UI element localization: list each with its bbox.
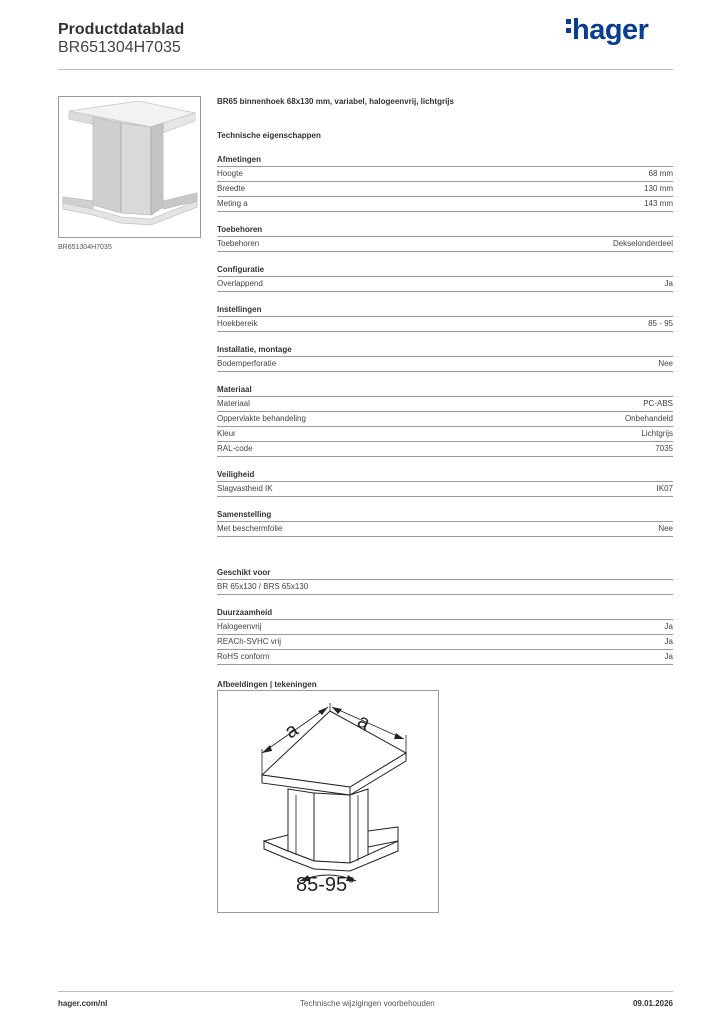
- spec-row: [217, 635, 673, 650]
- spec-value: 130 mm: [644, 184, 673, 193]
- spec-value: Ja: [664, 622, 673, 631]
- thumbnail-caption: BR651304H7035: [58, 244, 112, 251]
- section-title: Configuratie: [217, 264, 673, 277]
- spec-row: [217, 167, 673, 182]
- spec-label: Bodemperforatie: [217, 359, 277, 368]
- technical-drawing: [217, 690, 439, 913]
- drawings-heading: Afbeeldingen | tekeningen: [217, 680, 317, 689]
- spec-label: Hoekbereik: [217, 319, 258, 328]
- spec-value: 7035: [655, 444, 673, 453]
- section-title: Materiaal: [217, 384, 673, 397]
- section-title: Installatie, montage: [217, 344, 673, 357]
- logo-text: hager: [572, 14, 649, 46]
- section-title: Duurzaamheid: [217, 607, 673, 620]
- angle-range-label: 85-95°: [296, 874, 356, 896]
- spec-label: Kleur: [217, 429, 236, 438]
- spec-value: Nee: [658, 359, 673, 368]
- spec-value: 143 mm: [644, 199, 673, 208]
- footer-divider: [58, 991, 673, 992]
- spec-value: Nee: [658, 524, 673, 533]
- spec-label: Met beschermfolie: [217, 524, 283, 533]
- section-configuratie: [217, 264, 673, 292]
- section-geschikt-voor: [217, 567, 673, 595]
- spec-label: Toebehoren: [217, 239, 260, 248]
- spec-row: [217, 197, 673, 212]
- spec-label: REACh-SVHC vrij: [217, 637, 282, 646]
- product-reference: BR651304H7035: [58, 39, 181, 56]
- spec-row: [217, 412, 673, 427]
- section-title: Afmetingen: [217, 154, 673, 167]
- spec-row: [217, 580, 673, 595]
- section-samenstelling: [217, 509, 673, 537]
- product-title: BR65 binnenhoek 68x130 mm, variabel, halogeenvrij, lichtgrijs: [217, 97, 454, 106]
- corner-piece-photo-icon: [59, 97, 200, 237]
- section-title: Instellingen: [217, 304, 673, 317]
- spec-label: RAL-code: [217, 444, 253, 453]
- spec-row: [217, 397, 673, 412]
- product-thumbnail: [58, 96, 201, 238]
- spec-label: Slagvastheid IK: [217, 484, 273, 493]
- spec-row: [217, 620, 673, 635]
- section-title: Samenstelling: [217, 509, 673, 522]
- spec-row: [217, 442, 673, 457]
- spec-value: 85 - 95: [648, 319, 673, 328]
- spec-row: [217, 237, 673, 252]
- spec-value: Lichtgrijs: [641, 429, 673, 438]
- section-toebehoren: [217, 224, 673, 252]
- footer-website-link[interactable]: hager.com/nl: [58, 999, 108, 1008]
- section-duurzaamheid: [217, 607, 673, 665]
- spec-row: [217, 522, 673, 537]
- spec-value: Ja: [664, 652, 673, 661]
- dimension-a-right: a: [353, 709, 374, 735]
- section-instellingen: [217, 304, 673, 332]
- section-installatie: [217, 344, 673, 372]
- spec-value: Ja: [664, 637, 673, 646]
- spec-row: [217, 182, 673, 197]
- page-title: Productdatablad: [58, 21, 185, 38]
- spec-value: PC-ABS: [643, 399, 673, 408]
- spec-label: RoHS conform: [217, 652, 270, 661]
- spec-label: Breedte: [217, 184, 246, 193]
- spec-value: Dekselonderdeel: [612, 239, 673, 248]
- spec-value: Onbehandeld: [624, 414, 673, 423]
- section-title: Toebehoren: [217, 224, 673, 237]
- section-materiaal: [217, 384, 673, 457]
- spec-value: 68 mm: [648, 169, 673, 178]
- spec-label: Meting a: [217, 199, 248, 208]
- section-title: Veiligheid: [217, 469, 673, 482]
- hager-logo: [566, 14, 648, 47]
- spec-label: Materiaal: [217, 399, 250, 408]
- technical-properties-heading: Technische eigenschappen: [217, 131, 321, 140]
- spec-row: [217, 277, 673, 292]
- spec-label: Overlappend: [217, 279, 263, 288]
- product-details: [217, 96, 673, 691]
- header-divider: [58, 69, 673, 70]
- spec-row: [217, 427, 673, 442]
- spec-label: Halogeenvrij: [217, 622, 262, 631]
- section-veiligheid: [217, 469, 673, 497]
- dimension-a-left: a: [280, 718, 303, 744]
- section-title: Geschikt voor: [217, 567, 673, 580]
- spec-row: [217, 482, 673, 497]
- spec-label: BR 65x130 / BRS 65x130: [217, 582, 309, 591]
- spec-row: [217, 317, 673, 332]
- footer-disclaimer: Technische wijzigingen voorbehouden: [300, 999, 435, 1008]
- spec-label: Hoogte: [217, 169, 243, 178]
- spec-row: [217, 650, 673, 665]
- spec-row: [217, 357, 673, 372]
- spec-value: Ja: [664, 279, 673, 288]
- section-afmetingen: [217, 154, 673, 212]
- spec-label: Oppervlakte behandeling: [217, 414, 306, 423]
- logo-dots-icon: [566, 15, 572, 37]
- spec-value: IK07: [656, 484, 673, 493]
- footer-date: 09.01.2026: [632, 999, 673, 1008]
